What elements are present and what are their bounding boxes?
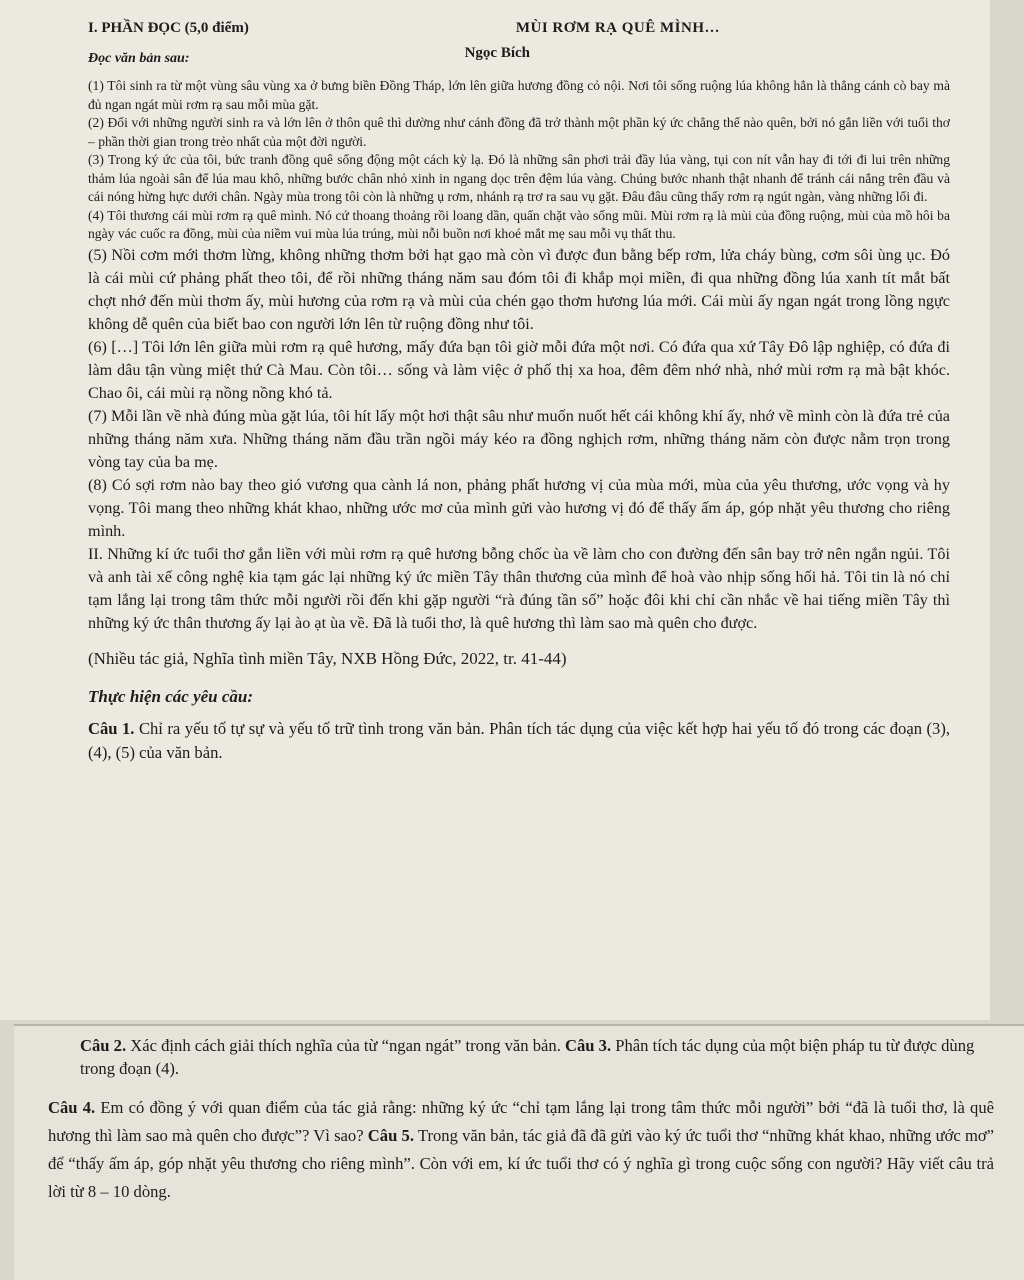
paragraph-1: (1) Tôi sinh ra từ một vùng sâu vùng xa ở bưng biền Đồng Tháp, lớn lên giữa hương đồng cỏ nội. Nơi tôi sống ruộng lúa không hẳn là thẳng cánh cò bay mà đủ ngan ngát mùi rơm rạ sau mỗi mùa gặt. xyxy=(88,78,950,112)
subheader-row xyxy=(88,45,950,67)
document-title: MÙI RƠM RẠ QUÊ MÌNH… xyxy=(515,20,720,36)
question-1 xyxy=(88,717,950,765)
question-5-label: Câu 5. xyxy=(367,1126,414,1145)
question-3-text: Phân tích tác dụng của một biện pháp tu từ được dùng trong đoạn (4). xyxy=(80,1036,975,1078)
document-page-continued xyxy=(14,1024,1024,1280)
paragraph-6: (6) […] Tôi lớn lên giữa mùi rơm rạ quê hương, mấy đứa bạn tôi giờ mỗi đứa một nơi. Có đứa qua xứ Tây Đô lập nghiệp, có đứa đi làm dâu tận vùng miệt thứ Cà Mau. Còn tôi… sống và làm việc ở phố thị xa hoa, đêm đêm nhớ nhà, nhớ mùi rơm rạ mà bật khóc. Chao ôi, cái mùi rạ nồng nồng khó tả. xyxy=(88,337,950,402)
question-4-text: Em có đồng ý với quan điểm của tác giả rằng: những ký ức “chỉ tạm lắng lại trong tâm thức mỗi người” bởi “đã là tuổi thơ, là quê hương thì làm sao mà quên cho được”? Vì sao? xyxy=(48,1098,994,1145)
paragraph-part-two: II. Những kí ức tuổi thơ gắn liền với mùi rơm rạ quê hương bỗng chốc ùa về làm cho con đường đến sân bay trở nên ngắn ngủi. Tôi và anh tài xế công nghệ kia tạm gác lại những ký ức miền Tây thân thương của mình để hoà vào nhịp sống hối hả. Tôi tin là nó chỉ tạm lắng lại trong tâm thức mỗi người rồi đến khi gặp người “rà đúng tần số” hoặc đôi khi chỉ cần nhắc về hai tiếng miền Tây thì những ký ức thân thương ấy lại ào ạt ùa về. Đã là tuổi thơ, là quê hương thì làm sao mà quên cho được. xyxy=(88,544,950,632)
section-heading: I. PHẦN ĐỌC (5,0 điểm) xyxy=(88,20,249,36)
header-row xyxy=(88,20,950,37)
reading-text-small xyxy=(88,77,950,244)
question-3-label: Câu 3. xyxy=(565,1036,612,1055)
author-name: Ngọc Bích xyxy=(464,45,530,61)
question-2-label: Câu 2. xyxy=(80,1036,127,1055)
question-1-text: Chỉ ra yếu tố tự sự và yếu tố trữ tình trong văn bản. Phân tích tác dụng của việc kết hợp hai yếu tố đó trong các đoạn (3), (4), (5) của văn bản. xyxy=(88,718,950,762)
reading-instruction: Đọc văn bản sau: xyxy=(88,51,190,66)
question-4-label: Câu 4. xyxy=(48,1098,96,1117)
question-2-3 xyxy=(80,1034,994,1080)
paragraph-7: (7) Mỗi lần về nhà đúng mùa gặt lúa, tôi hít lấy một hơi thật sâu như muốn nuốt hết cái không khí ấy, nhớ về mình còn là đứa trẻ của những tháng năm xưa. Những tháng năm đầu trần ngồi máy kéo ra đồng nghịch rơm, những tháng năm còn được nằm trọn trong vòng tay của ba mẹ. xyxy=(88,406,950,471)
source-citation: (Nhiều tác giả, Nghĩa tình miền Tây, NXB Hồng Đức, 2022, tr. 41-44) xyxy=(88,648,567,668)
question-2-text: Xác định cách giải thích nghĩa của từ “ngan ngát” trong văn bản. xyxy=(126,1036,566,1055)
question-5-text: Trong văn bản, tác giả đã đã gửi vào ký ức tuổi thơ “những khát khao, những ước mơ” để “thấy ấm áp, góp nhặt yêu thương cho riêng mình”. Còn với em, kí ức tuổi thơ có ý nghĩa gì trong cuộc sống con người? Hãy viết câu trả lời từ 8 – 10 dòng. xyxy=(48,1126,995,1201)
reading-text-large xyxy=(88,244,950,635)
paragraph-2: (2) Đối với những người sinh ra và lớn lên ở thôn quê thì dường như cánh đồng đã trở thành một phần ký ức chẳng thể nào quên, bởi nó gắn liền với tuổi thơ – phần thời gian trong trẻo nhất của một đời người. xyxy=(88,115,950,149)
paragraph-4: (4) Tôi thương cái mùi rơm rạ quê mình. Nó cứ thoang thoảng rồi loang dần, quấn chặt vào sống mũi. Mùi rơm rạ là mùi của đồng ruộng, mùi của mồ hôi ba ngày vác cuốc ra đồng, mùi của niềm vui mùa lúa trúng, mùi nỗi buồn nơi khoé mắt mẹ sau mỗi vụ thất thu. xyxy=(88,207,950,241)
question-1-label: Câu 1. xyxy=(88,718,135,738)
paragraph-8: (8) Có sợi rơm nào bay theo gió vương qua cành lá non, phảng phất hương vị của mùa mới, mùa của yêu thương, ước vọng và hy vọng. Tôi mang theo những khát khao, những ước mơ của mình gửi vào hương vị đó để thấy ấm áp, góp nhặt yêu thương cho riêng mình. xyxy=(88,475,950,540)
requirements-heading: Thực hiện các yêu cầu: xyxy=(88,686,254,706)
question-4-5 xyxy=(48,1094,994,1206)
paragraph-3: (3) Trong ký ức của tôi, bức tranh đồng quê sống động một cách kỳ lạ. Đó là những sân phơi trải đầy lúa vàng, tụi con nít vẫn hay đi tới đi lui trên những thảm lúa ngoài sân để lúa mau khô, những bước chân nhỏ xinh in ngang dọc trên đệm lúa vàng. Chúng bước nhanh thật nhanh để tránh cái nắng trên đầu và cái nóng hừng hực dưới chân. Ngày mùa trong tôi còn là những ụ rơm, nhánh rạ trơ ra sau vụ gặt. Đâu đâu cũng thấy rơm rạ ngút ngàn, vàng những lối đi. xyxy=(88,152,950,204)
paragraph-5: (5) Nồi cơm mới thơm lừng, không những thơm bởi hạt gạo mà còn vì được đun bằng bếp rơm, lửa cháy bùng, cơm sôi ùng ục. Đó là cái mùi cứ phảng phất theo tôi, để rồi những tháng năm sau đóm tôi đi khắp mọi miền, đi qua những đồng lúa xanh tít mắt bất chợt nhớ đến mùi thơm ấy, mùi hương của rơm rạ và mùi của chén gạo thơm hương lúa mới. Cái mùi ấy ngan ngát trong lồng ngực không dễ quên của biết bao con người lớn lên từ ruộng đồng như tôi. xyxy=(88,245,950,333)
